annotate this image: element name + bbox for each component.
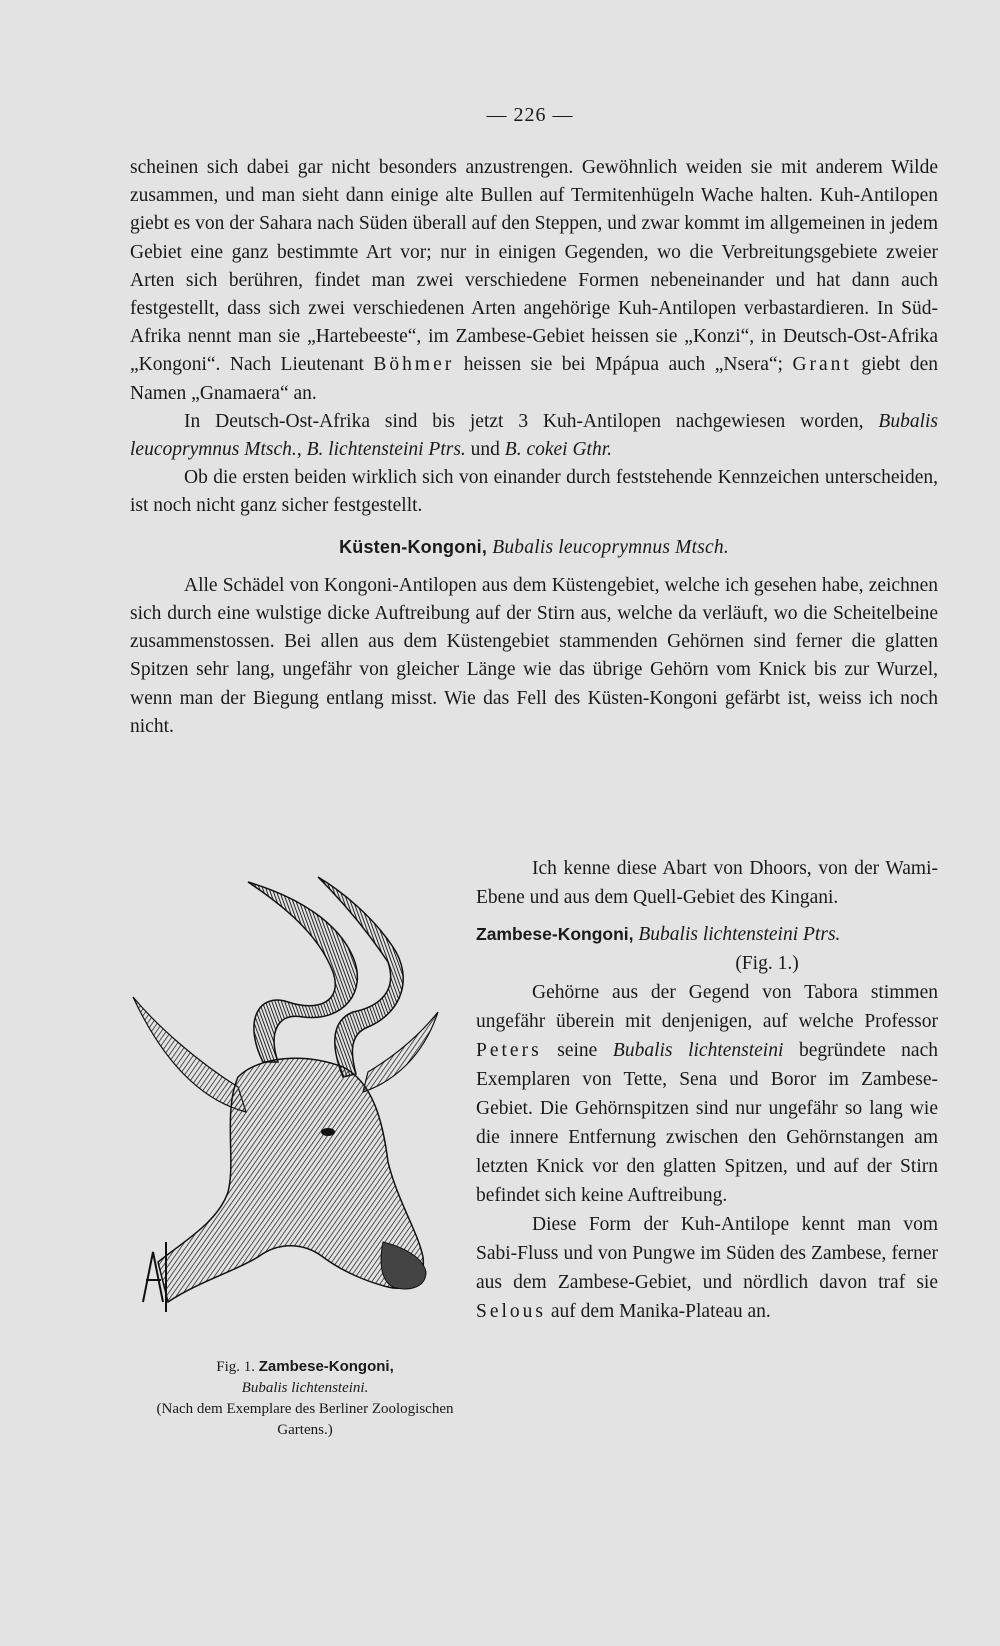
right-column (476, 854, 938, 1326)
paragraph-7: Diese Form der Kuh-Antilope kennt man vom Sabi-Fluss und von Pungwe im Süden des Zambese, ferner aus dem Zambese-Gebiet, und nördlich davon traf sie Selous auf dem Manika-Plateau an. (476, 1214, 938, 1322)
section-heading-zambese-kongoni: Zambese-Kongoni, Bubalis lichtensteini Ptrs. (476, 924, 841, 945)
hartebeest-head-icon (128, 862, 458, 1342)
paragraph-1: scheinen sich dabei gar nicht besonders anzustrengen. Gewöhnlich weiden sie mit anderem Wilde zusammen, und man sieht dann einige alte Bullen auf Termitenhügeln Wache halten. Kuh-Antilopen giebt es von der Sahara nach Süden überall auf den Steppen, und zwar kommt im allgemeinen in jedem Gebiet eine ganz bestimmte Art vor; nur in einigen Gegenden, wo die Verbreitungsgebiete zweier Arten sich berühren, findet man zwei verschiedene Formen nebeneinander und hat dann auch festgestellt, dass sich zwei verschiedenen Arten angehörige Kuh-Antilopen verbastardieren. In Süd-Afrika nennt man sie „Hartebeeste“, im Zambese-Gebiet heissen sie „Konzi“, in Deutsch-Ost-Afrika „Kongoni“. Nach Lieutenant Böhmer heissen sie bei Mpápua auch „Nsera“; Grant giebt den Namen „Gnamaera“ an. (130, 157, 938, 404)
paragraph-5: Ich kenne diese Abart von Dhoors, von der Wami-Ebene und aus dem Quell-Gebiet des Kingani. (476, 858, 938, 908)
person-name: Böhmer (373, 354, 455, 376)
paragraph-4: Alle Schädel von Kongoni-Antilopen aus dem Küstengebiet, welche ich gesehen habe, zeichnen sich durch eine wulstige dicke Auftreibung auf der Stirn aus, welche da verläuft, wo die Scheitelbeine zusammenstossen. Bei allen aus dem Küstengebiet stammenden Gehörnen sind ferner die glatten Spitzen sehr lang, ungefähr von gleicher Länge wie das übrige Gehörn vom Knick bis zur Wurzel, wenn man der Biegung entlang misst. Wie das Fell des Küsten-Kongoni gefärbt ist, weiss ich noch nicht. (130, 574, 938, 737)
figure-reference: (Fig. 1.) (735, 953, 799, 974)
species-name: B. lichtensteini Ptrs. (306, 439, 466, 461)
person-name: Peters (476, 1040, 542, 1061)
person-name: Grant (792, 354, 852, 376)
paragraph-3: Ob die ersten beiden wirklich sich von einander durch feststehende Kennzeichen unterscheiden, ist noch nicht ganz sicher festgestellt. (130, 467, 938, 517)
figure-caption: Fig. 1. Zambese-Kongoni, Bubalis lichtensteini. (Nach dem Exemplare des Berliner Zoologischen Gartens.) (156, 1358, 454, 1438)
species-name: Bubalis leucoprymnus Mtsch. (130, 410, 938, 461)
species-name: B. cokei Gthr. (504, 439, 613, 461)
paragraph-2: In Deutsch-Ost-Afrika sind bis jetzt 3 Kuh-Antilopen nachgewiesen worden, Bubalis leucoprymnus Mtsch., B. lichtensteini Ptrs. und B. cokei Gthr. (130, 410, 938, 461)
person-name: Selous (476, 1301, 547, 1322)
page-number: — 226 — (486, 104, 574, 126)
species-name: Bubalis lichtensteini (612, 1040, 784, 1061)
paragraph-6: Gehörne aus der Gegend von Tabora stimmen ungefähr überein mit denjenigen, auf welche Professor Peters seine Bubalis lichtensteini begründete nach Exemplaren von Tette, Sena und Boror im Zambese-Gebiet. Die Gehörnspitzen sind nur ungefähr so lang wie die innere Entfernung zwischen den Gehörnstangen am letzten Knick vor den glatten Spitzen, und auf der Stirn befindet sich keine Auftreibung. (476, 982, 938, 1206)
main-text (130, 154, 938, 741)
section-heading-kuesten-kongoni: Küsten-Kongoni, Bubalis leucoprymnus Mtsch. (339, 536, 729, 558)
